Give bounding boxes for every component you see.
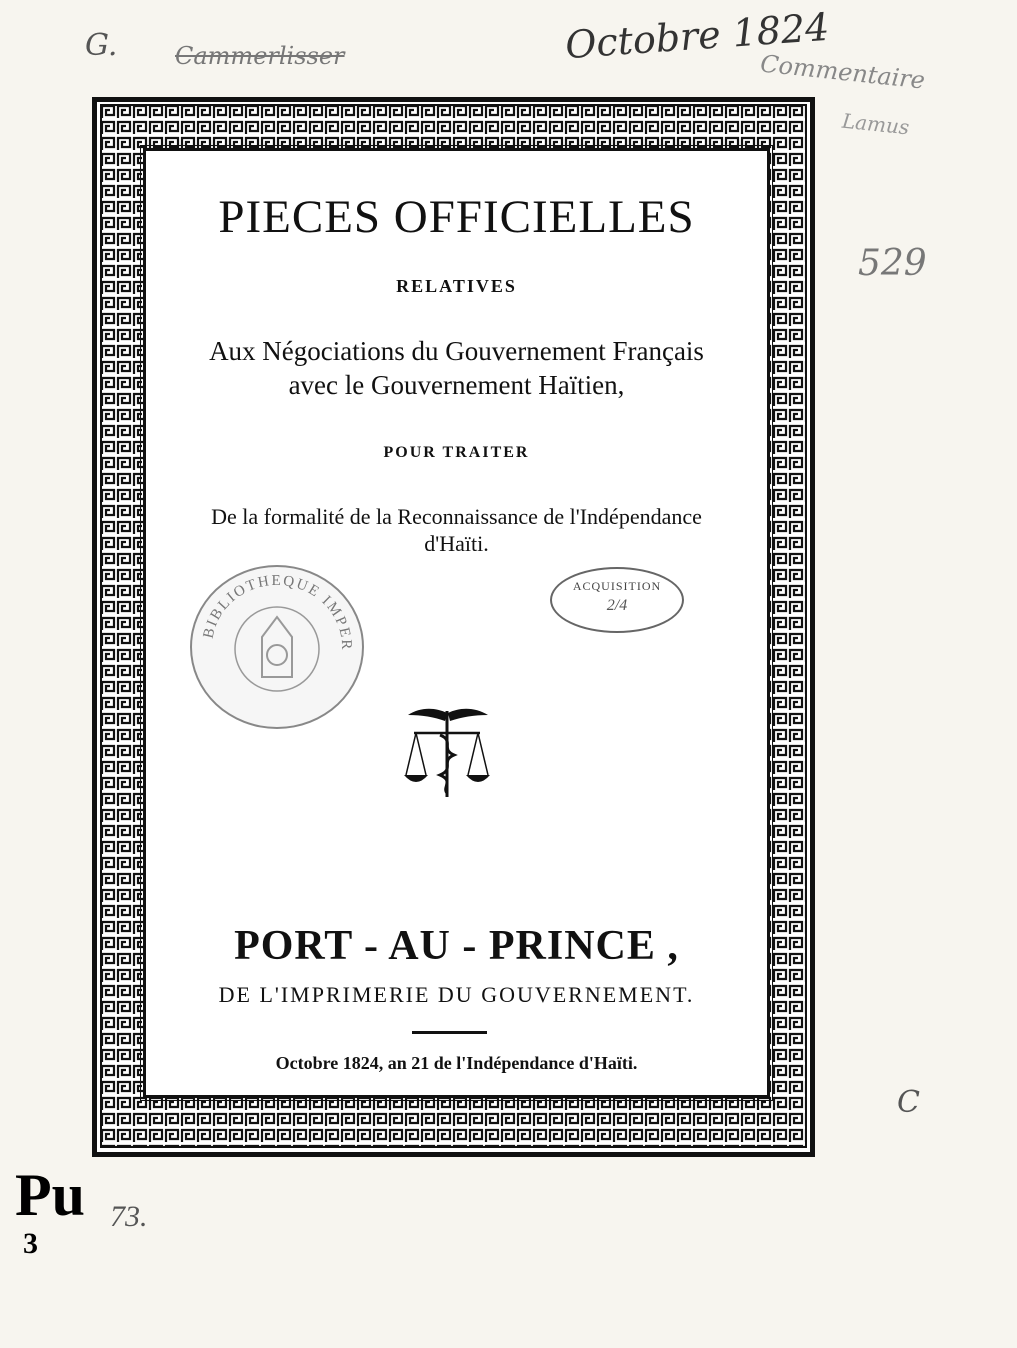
formality-line-1: De la formalité de la Reconnaissance de l'Indépendance [211,504,702,529]
publication-date: Octobre 1824, an 21 de l'Indépendance d'Haïti. [275,1053,638,1073]
acquisition-label: ACQUISITION [572,579,662,593]
formality-line-2: d'Haïti. [424,531,489,556]
negotiations-line-2: avec le Gouvernement Haïtien, [288,370,625,400]
page-title: PIECES OFFICIELLES [218,191,695,243]
handwritten-letter: G. [85,28,118,63]
negotiations-line-1: Aux Négociations du Gouvernement Français [209,336,704,366]
acquisition-stamp [550,567,684,633]
purpose-heading: POUR TRAITER [383,444,530,461]
publication-place: PORT - AU - PRINCE , [234,923,679,969]
struck-handwritten-note: Cammerlisser [175,42,345,70]
shelf-mark-number: 3 [23,1227,38,1260]
handwritten-note-right: Commentaire [758,49,927,95]
subtitle: RELATIVES [396,276,517,296]
svg-text:BIBLIOTHEQUE IMPERIALE [192,567,354,652]
caduceus-scales-icon [400,705,495,800]
handwritten-note-right-2: Lamus [840,108,911,140]
margin-mark: C [897,1085,920,1120]
shelf-mark-letters: Pu [15,1162,86,1228]
printer-name: DE L'IMPRIMERIE DU GOUVERNEMENT. [218,982,695,1007]
shelf-mark [15,1162,86,1260]
library-stamp [190,565,364,729]
handwritten-catalog-number: 529 [858,243,927,284]
handwritten-date: Octobre 1824 [563,4,831,68]
divider [412,1031,487,1034]
acquisition-number: 2/4 [606,597,628,614]
shelf-mark-suffix: 73. [110,1200,148,1233]
library-stamp-text: BIBLIOTHEQUE IMPER [200,572,355,652]
